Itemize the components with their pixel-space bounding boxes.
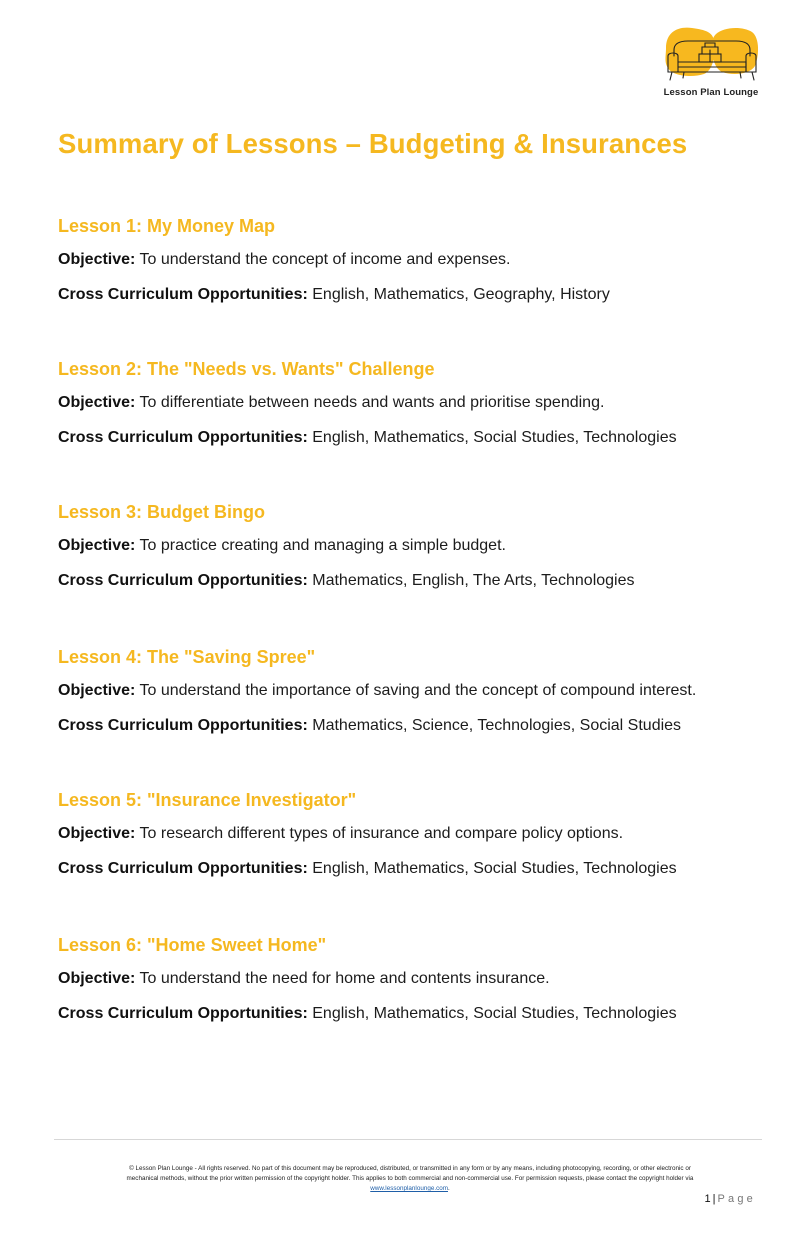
- website-link[interactable]: www.lessonplanlounge.com: [370, 1185, 448, 1192]
- lesson-cross-curriculum: [58, 859, 758, 879]
- cross-curriculum-text: English, Mathematics, Social Studies, Technologies: [312, 429, 677, 446]
- lesson-title: Lesson 4: The "Saving Spree": [58, 647, 316, 667]
- cross-curriculum-text: English, Mathematics, Social Studies, Technologies: [312, 1005, 677, 1022]
- page-number-value: 1: [704, 1193, 711, 1205]
- footer-divider: [54, 1139, 762, 1140]
- lesson-4: [58, 645, 758, 736]
- lesson-1: [58, 214, 758, 305]
- lesson-cross-curriculum: [58, 716, 758, 736]
- lesson-title: Lesson 5: "Insurance Investigator": [58, 790, 357, 810]
- objective-label: Objective:: [58, 970, 136, 987]
- logo-text: Lesson Plan Lounge: [663, 87, 759, 98]
- objective-text: To understand the importance of saving and the concept of compound interest.: [139, 682, 697, 699]
- objective-label: Objective:: [58, 682, 136, 699]
- cross-curriculum-text: English, Mathematics, Geography, History: [312, 286, 610, 303]
- copyright-line-2: mechanical methods, without the prior written permission of the copyright holder. This applies to both commercial and non-commercial use. For permission requests, please contact the copyright holder via: [126, 1175, 694, 1182]
- lesson-title: Lesson 6: "Home Sweet Home": [58, 935, 327, 955]
- lesson-title: Lesson 3: Budget Bingo: [58, 502, 265, 522]
- objective-text: To research different types of insurance and compare policy options.: [139, 825, 624, 842]
- lesson-cross-curriculum: [58, 1004, 758, 1024]
- cross-curriculum-label: Cross Curriculum Opportunities:: [58, 572, 308, 589]
- objective-text: To practice creating and managing a simple budget.: [139, 537, 506, 554]
- cross-curriculum-label: Cross Curriculum Opportunities:: [58, 717, 308, 734]
- copyright-line-1: © Lesson Plan Lounge - All rights reserved. No part of this document may be reproduced, distributed, or transmitted in any form or by any means, including photocopying, recording, or other electronic or: [129, 1165, 691, 1172]
- cross-curriculum-text: Mathematics, Science, Technologies, Social Studies: [312, 717, 682, 734]
- objective-text: To understand the concept of income and expenses.: [139, 251, 511, 268]
- cross-curriculum-text: Mathematics, English, The Arts, Technologies: [312, 572, 635, 589]
- lesson-cross-curriculum: [58, 285, 758, 305]
- objective-label: Objective:: [58, 537, 136, 554]
- link-suffix: .: [447, 1185, 450, 1192]
- page-number: [705, 1193, 756, 1205]
- objective-text: To differentiate between needs and wants and prioritise spending.: [139, 394, 605, 411]
- lesson-objective: [58, 824, 758, 844]
- objective-label: Objective:: [58, 825, 136, 842]
- page-separator: |: [712, 1193, 716, 1205]
- lesson-title: Lesson 2: The "Needs vs. Wants" Challenge: [58, 359, 435, 379]
- lesson-objective: [58, 969, 758, 989]
- cross-curriculum-label: Cross Curriculum Opportunities:: [58, 1005, 308, 1022]
- lesson-cross-curriculum: [58, 571, 758, 591]
- lesson-6: [58, 933, 758, 1024]
- cross-curriculum-label: Cross Curriculum Opportunities:: [58, 860, 308, 877]
- footer-copyright: [60, 1164, 760, 1194]
- objective-text: To understand the need for home and contents insurance.: [139, 970, 550, 987]
- lesson-5: [58, 788, 758, 879]
- cross-curriculum-text: English, Mathematics, Social Studies, Technologies: [312, 860, 677, 877]
- page-title: Summary of Lessons – Budgeting & Insurances: [58, 128, 688, 159]
- lesson-objective: [58, 393, 758, 413]
- lesson-2: [58, 357, 758, 448]
- lesson-objective: [58, 250, 758, 270]
- lesson-title: Lesson 1: My Money Map: [58, 216, 276, 236]
- page-word: Page: [717, 1193, 756, 1205]
- objective-label: Objective:: [58, 394, 136, 411]
- cross-curriculum-label: Cross Curriculum Opportunities:: [58, 429, 308, 446]
- lesson-objective: [58, 536, 758, 556]
- objective-label: Objective:: [58, 251, 136, 268]
- cross-curriculum-label: Cross Curriculum Opportunities:: [58, 286, 308, 303]
- lesson-objective: [58, 681, 758, 701]
- lesson-3: [58, 500, 758, 591]
- lesson-cross-curriculum: [58, 428, 758, 448]
- logo-blob-left: [666, 28, 715, 76]
- copyright-line-3: [60, 1184, 760, 1194]
